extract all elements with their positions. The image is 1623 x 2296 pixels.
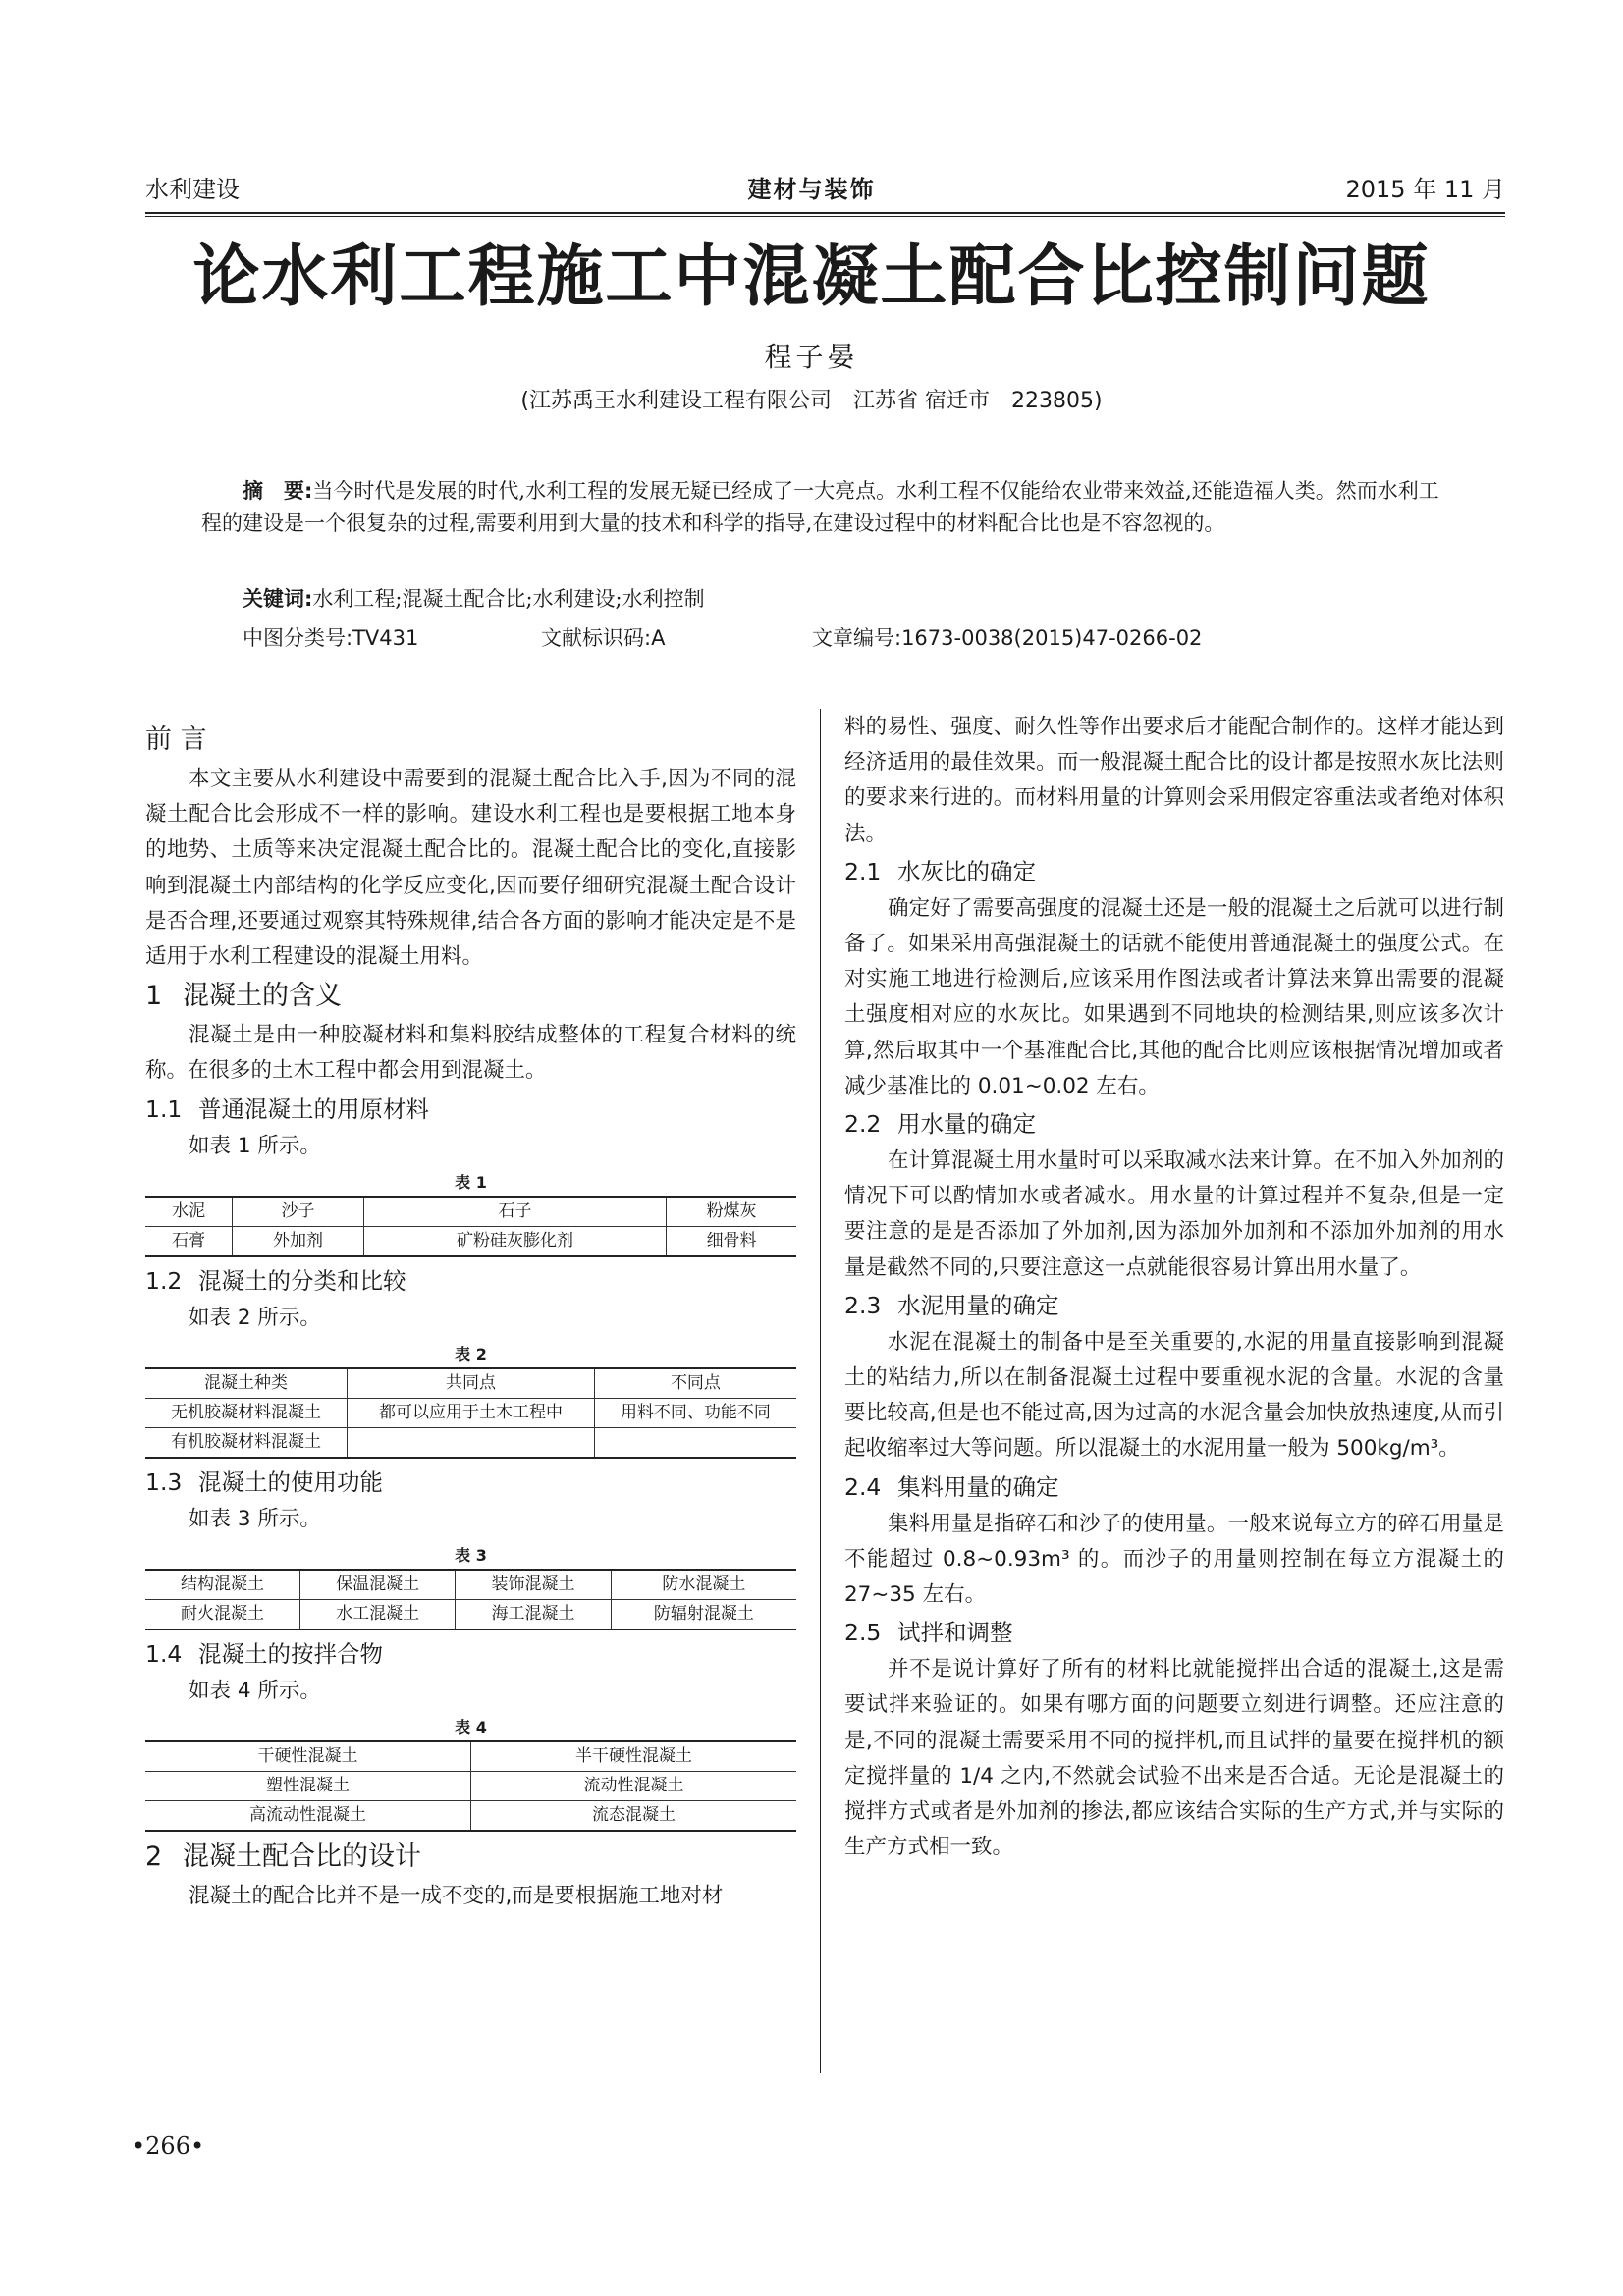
table-3 — [145, 1569, 796, 1630]
table-cell: 塑性混凝土 — [145, 1772, 471, 1801]
table-cell: 矿粉硅灰膨化剂 — [363, 1226, 666, 1256]
section-1-3-paragraph: 如表 3 所示。 — [189, 1507, 321, 1532]
abstract-label: 摘 要: — [243, 479, 313, 503]
table-3-block — [145, 1543, 796, 1630]
section-title: 混凝土的使用功能 — [198, 1468, 383, 1497]
running-header-date: 2015 年 11 月 — [1345, 176, 1505, 203]
table-cell: 沙子 — [233, 1197, 364, 1227]
table-1-caption: 表 1 — [455, 1172, 487, 1192]
author-name: 程子晏 — [764, 341, 859, 373]
table-cell: 石子 — [363, 1197, 666, 1227]
section-title: 用水量的确定 — [897, 1110, 1036, 1139]
table-cell — [594, 1428, 796, 1459]
section-2-5-heading — [844, 1613, 1504, 1652]
table-cell: 高流动性混凝土 — [145, 1801, 471, 1832]
section-title: 试拌和调整 — [897, 1619, 1013, 1647]
table-cell: 结构混凝土 — [145, 1570, 299, 1600]
section-1-paragraph: 混凝土是由一种胶凝材料和集料胶结成整体的工程复合材料的统称。在很多的土木工程中都会用到混凝土。 — [145, 1023, 796, 1084]
section-number: 1.4 — [145, 1640, 183, 1669]
header-rule — [145, 212, 1505, 214]
clc-number: 中图分类号:TV431 — [243, 626, 419, 650]
table-cell: 无机胶凝材料混凝土 — [145, 1399, 348, 1428]
section-title: 混凝土配合比的设计 — [183, 1842, 421, 1873]
table-cell: 有机胶凝材料混凝土 — [145, 1428, 348, 1459]
table-cell: 水工混凝土 — [299, 1600, 455, 1630]
section-title: 水泥用量的确定 — [897, 1291, 1059, 1319]
section-number: 2 — [145, 1842, 163, 1873]
table-cell: 流态混凝土 — [471, 1801, 797, 1832]
table-cell: 海工混凝土 — [456, 1600, 611, 1630]
table-cell: 水泥 — [145, 1197, 233, 1227]
table-cell: 干硬性混凝土 — [145, 1741, 471, 1772]
section-number: 2.1 — [844, 857, 882, 885]
section-1-2-paragraph: 如表 2 所示。 — [189, 1305, 321, 1330]
table-2-caption: 表 2 — [455, 1345, 487, 1364]
abstract-text: 当今时代是发展的时代,水利工程的发展无疑已经成了一大亮点。水利工程不仅能给农业带来效益,还能造福人类。然而水利工程的建设是一个很复杂的过程,需要利用到大量的技术和科学的指导,在建设过程中的材料配合比也是不容忽视的。 — [201, 479, 1439, 535]
section-1-3-heading — [145, 1463, 796, 1502]
keywords — [243, 583, 1450, 615]
section-1-1-paragraph: 如表 1 所示。 — [189, 1133, 321, 1158]
table-row — [145, 1428, 796, 1459]
section-2-1-paragraph: 确定好了需要高强度的混凝土还是一般的混凝土之后就可以进行制备了。如果采用高强混凝土的话就不能使用普通混凝土的强度公式。在对实施工地进行检测后,应该采用作图法或者计算法来算出需要的混凝土强度相对应的水灰比。如果遇到不同地块的检测结果,则应该多次计算,然后取其中一个基准配合比,其他的配合比则应该根据情况增加或者减少基准比的 0.01~0.02 左右。 — [844, 895, 1504, 1098]
table-cell: 流动性混凝土 — [471, 1772, 797, 1801]
right-column — [844, 710, 1504, 1865]
table-row — [145, 1600, 796, 1630]
left-column — [145, 719, 796, 1915]
preface-heading: 前 言 — [145, 724, 207, 755]
article-number: 文章编号:1673-0038(2015)47-0266-02 — [812, 626, 1203, 650]
section-number: 1 — [145, 981, 163, 1012]
table-row — [145, 1801, 796, 1832]
section-2-paragraph-continued: 料的易性、强度、耐久性等作出要求后才能配合制作的。这样才能达到经济适用的最佳效果。而一般混凝土配合比的设计都是按照水灰比法则的要求来行进的。而材料用量的计算则会采用假定容重法或者绝对体积法。 — [844, 715, 1504, 846]
table-cell: 石膏 — [145, 1226, 233, 1256]
section-1-4-heading — [145, 1634, 796, 1674]
section-1-heading — [145, 975, 796, 1018]
header-rule-thin — [145, 216, 1505, 217]
author-affiliation: (江苏禹王水利建设工程有限公司 江苏省 宿迁市 223805) — [520, 389, 1103, 413]
keywords-text: 水利工程;混凝土配合比;水利建设;水利控制 — [312, 587, 705, 611]
table-cell: 防辐射混凝土 — [611, 1600, 796, 1630]
table-row — [145, 1570, 796, 1600]
table-2 — [145, 1367, 796, 1459]
section-2-2-paragraph: 在计算混凝土用水量时可以采取减水法来计算。在不加入外加剂的情况下可以酌情加水或者减水。用水量的计算过程并不复杂,但是一定要注意的是是否添加了外加剂,因为添加外加剂和不添加外加剂的用水量是截然不同的,只要注意这一点就能很容易计算出用水量了。 — [844, 1148, 1504, 1280]
table-2-block — [145, 1342, 796, 1459]
section-number: 1.3 — [145, 1468, 183, 1497]
section-2-3-heading — [844, 1286, 1504, 1325]
section-2-5-paragraph: 并不是说计算好了所有的材料比就能搅拌出合适的混凝土,这是需要试拌来验证的。如果有哪方面的问题要立刻进行调整。还应注意的是,不同的混凝土需要采用不同的搅拌机,而且试拌的量要在搅拌机的额定搅拌量的 1/4 之内,不然就会试验不出来是否合适。无论是混凝土的搅拌方式或者是外加剂的掺法,都应该结合实际的生产方式,并与实际的生产方式相一致。 — [844, 1657, 1504, 1860]
section-title: 普通混凝土的用原材料 — [198, 1095, 429, 1123]
table-cell: 保温混凝土 — [299, 1570, 455, 1600]
running-header-journal-section: 水利建设 — [145, 176, 240, 203]
section-number: 2.5 — [844, 1619, 882, 1647]
section-2-heading — [145, 1836, 796, 1879]
table-cell: 混凝土种类 — [145, 1368, 348, 1399]
keywords-label: 关键词: — [243, 587, 313, 611]
section-number: 1.2 — [145, 1266, 183, 1295]
table-row — [145, 1368, 796, 1399]
section-2-2-heading — [844, 1104, 1504, 1144]
table-4 — [145, 1740, 796, 1832]
table-cell: 外加剂 — [233, 1226, 364, 1256]
section-title: 混凝土的按拌合物 — [198, 1640, 383, 1669]
table-cell — [348, 1428, 595, 1459]
abstract — [201, 475, 1448, 540]
table-cell: 粉煤灰 — [667, 1197, 796, 1227]
section-1-4-paragraph: 如表 4 所示。 — [189, 1679, 321, 1704]
document-code: 文献标识码:A — [541, 626, 666, 650]
section-number: 1.1 — [145, 1095, 183, 1123]
section-2-3-paragraph: 水泥在混凝土的制备中是至关重要的,水泥的用量直接影响到混凝土的粘结力,所以在制备混凝土过程中要重视水泥的含量。水泥的含量要比较高,但是也不能过高,因为过高的水泥含量会加快放热速度,从而引起收缩率过大等问题。所以混凝土的水泥用量一般为 500kg/m³。 — [844, 1329, 1504, 1462]
table-1-block — [145, 1170, 796, 1257]
table-4-caption: 表 4 — [455, 1718, 487, 1737]
section-2-4-paragraph: 集料用量是指碎石和沙子的使用量。一般来说每立方的碎石用量是不能超过 0.8~0.93m³ 的。而沙子的用量则控制在每立方混凝土的 27~35 左右。 — [844, 1511, 1504, 1608]
column-divider — [820, 709, 821, 2073]
table-cell: 细骨料 — [667, 1226, 796, 1256]
table-cell: 装饰混凝土 — [456, 1570, 611, 1600]
section-2-paragraph: 混凝土的配合比并不是一成不变的,而是要根据施工地对材 — [189, 1884, 724, 1909]
section-title: 混凝土的分类和比较 — [198, 1266, 406, 1295]
section-number: 2.4 — [844, 1472, 882, 1501]
section-2-4-heading — [844, 1468, 1504, 1507]
table-cell: 防水混凝土 — [611, 1570, 796, 1600]
table-cell: 半干硬性混凝土 — [471, 1741, 797, 1772]
table-row — [145, 1772, 796, 1801]
table-row — [145, 1741, 796, 1772]
table-cell: 共同点 — [348, 1368, 595, 1399]
table-3-caption: 表 3 — [455, 1546, 487, 1566]
table-4-block — [145, 1715, 796, 1832]
paper-title: 论水利工程施工中混凝土配合比控制问题 — [192, 238, 1431, 316]
table-cell: 耐火混凝土 — [145, 1600, 299, 1630]
section-title: 水灰比的确定 — [897, 857, 1036, 885]
page-number: •266• — [132, 2132, 205, 2160]
section-number: 2.2 — [844, 1110, 882, 1139]
section-title: 混凝土的含义 — [183, 981, 342, 1012]
table-1 — [145, 1196, 796, 1257]
section-1-2-heading — [145, 1261, 796, 1301]
section-title: 集料用量的确定 — [897, 1472, 1059, 1501]
section-number: 2.3 — [844, 1291, 882, 1319]
table-cell: 都可以应用于土木工程中 — [348, 1399, 595, 1428]
section-2-1-heading — [844, 852, 1504, 891]
table-row — [145, 1399, 796, 1428]
section-1-1-heading — [145, 1090, 796, 1129]
table-row — [145, 1197, 796, 1227]
table-cell: 不同点 — [594, 1368, 796, 1399]
table-row — [145, 1226, 796, 1256]
table-cell: 用料不同、功能不同 — [594, 1399, 796, 1428]
preface-paragraph: 本文主要从水利建设中需要到的混凝土配合比入手,因为不同的混凝土配合比会形成不一样的影响。建设水利工程也是要根据工地本身的地势、土质等来决定混凝土配合比的。混凝土配合比的变化,直接影响到混凝土内部结构的化学反应变化,因而要仔细研究混凝土配合设计是否合理,还要通过观察其特殊规律,结合各方面的影响才能决定是不是适用于水利工程建设的混凝土用料。 — [145, 767, 796, 970]
running-header-journal-name: 建材与装饰 — [747, 176, 876, 203]
